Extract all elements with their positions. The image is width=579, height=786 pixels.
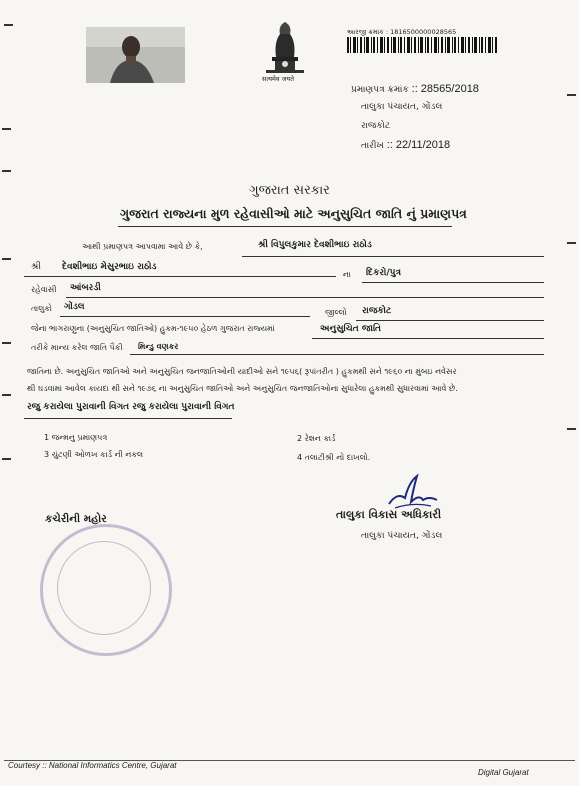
officer-office: તાલુકા પંચાયત, ગોંડલ	[361, 531, 443, 541]
field-line	[242, 256, 544, 257]
paragraph-line-2: થી ઘડવામાં આવેલ કાયદા થી સને ૧૯૭૬ ના અનુસુચિત જાતિઓ અને અનુસુચિત જનજાતિઓના સુધારેલા હુકમથી સુધારવામાં આવે છે.	[27, 384, 458, 393]
certificate-no-row	[351, 83, 479, 95]
scan-mark	[567, 242, 576, 244]
title-underline	[118, 226, 452, 227]
category-value: અનુસુચિત જાતિ	[320, 324, 381, 334]
scan-mark	[2, 258, 11, 260]
resident-label: રહેવાસી	[31, 285, 57, 294]
parent-name: દેવશીભાઇ મેસુરભાઇ રાઠોડ	[62, 262, 157, 272]
applicant-name: શ્રી વિપુલકુમાર દેવશીભાઇ રાઠોડ	[258, 240, 372, 250]
district-label: જીલ્લો	[325, 308, 347, 317]
footer-courtesy: Courtesy :: National Informatics Centre, Gujarat	[8, 761, 177, 770]
document-item: 2 રેશન કાર્ડ	[297, 434, 336, 443]
barcode	[347, 37, 497, 53]
scan-mark	[2, 394, 11, 396]
field-line	[66, 297, 544, 298]
scan-mark	[2, 342, 11, 344]
field-line	[130, 354, 544, 355]
scan-mark	[2, 458, 11, 460]
field-line	[60, 316, 310, 317]
scan-mark	[2, 170, 11, 172]
document-item: 3 ચુંટણી ઓળખ કાર્ડ ની નકલ	[44, 450, 144, 459]
issue-date: :: 22/11/2018	[386, 139, 451, 151]
relation-value: દિકરો/પુત્ર	[366, 268, 401, 278]
header-district: રાજકોટ	[361, 121, 391, 131]
caste-value: મિન્ડુ વણકર	[138, 342, 179, 351]
footer-brand: Digital Gujarat	[478, 768, 529, 777]
emblem-caption: सत्यमेव जयते	[262, 75, 294, 83]
documents-heading-text: રજુ કરાયેલા પુરાવાની વિગત	[27, 402, 130, 412]
certificate-title: ગુજરાત રાજ્યના મુળ રહેવાસીઓ માટે અનુસુચિત જાતિ નું પ્રમાણપત્ર	[120, 206, 467, 221]
header-office: તાલુકા પંચાયત, ગોંડલ	[361, 102, 443, 112]
field-line	[362, 282, 544, 283]
seal-inner-ring	[57, 541, 151, 635]
order-text: જેના ભાગરાણુના (અનુસુચિત જાતિઓ) હુકમ-૧૯૫૦ હેઠળ ગુજરાત રાજ્યમાં	[31, 324, 275, 333]
date-label: તારીખ	[361, 141, 384, 151]
office-seal-label: કચેરીની મહોર	[45, 513, 107, 525]
document-item: 4 તલાટીશ્રી નો દાખલો.	[297, 453, 371, 462]
village-value: આંબરડી	[70, 283, 101, 293]
document-item: 1 જન્મનુ પ્રમાણપત્ર	[44, 433, 108, 442]
certificate-no: :: 28565/2018	[411, 83, 479, 95]
scan-mark	[4, 24, 13, 26]
date-row	[361, 139, 450, 151]
government-heading: ગુજરાત સરકાર	[249, 183, 330, 198]
field-line	[312, 338, 544, 339]
office-seal-stamp	[40, 524, 172, 656]
scan-mark	[567, 428, 576, 430]
taluka-label: તાલુકો	[31, 304, 52, 313]
documents-heading-repeat: રજુ કરાયેલા પુરાવાની વિગત	[132, 402, 235, 412]
field-line	[24, 276, 336, 277]
caste-label: તરીકે માન્ય કરેલ જાતિ પૈકી	[31, 343, 123, 352]
relation-label: ના	[343, 270, 351, 279]
paragraph-line-1: જાતિના છે. અનુસુચિત જાતિઓ અને અનુસુચિત જનજાતિઓની યાદીઓ સને ૧૯૫૬( રૂપાંતરીત ) હુકમથી સને ૧૯૬૦ ના મુંબઇ નવેસર	[27, 367, 457, 376]
district-value: રાજકોટ	[362, 306, 392, 316]
applicant-photo	[86, 27, 185, 83]
barcode-label: આરજી ક્રમાંક : 1816500000028565	[347, 28, 457, 36]
shri-label: શ્રી	[31, 262, 41, 272]
documents-heading	[27, 402, 234, 412]
certificate-no-label: પ્રમાણપત્ર ક્રમાંક	[351, 85, 409, 95]
documents-underline	[24, 418, 232, 419]
field-line	[356, 320, 544, 321]
taluka-value: ગોંડલ	[64, 302, 85, 312]
scan-mark	[2, 128, 11, 130]
intro-text: આથી પ્રમાણપત્ર આપવામા આવે છે કે,	[82, 242, 203, 251]
scan-mark	[567, 94, 576, 96]
officer-title: તાલુકા વિકાસ અધિકારી	[336, 508, 442, 521]
